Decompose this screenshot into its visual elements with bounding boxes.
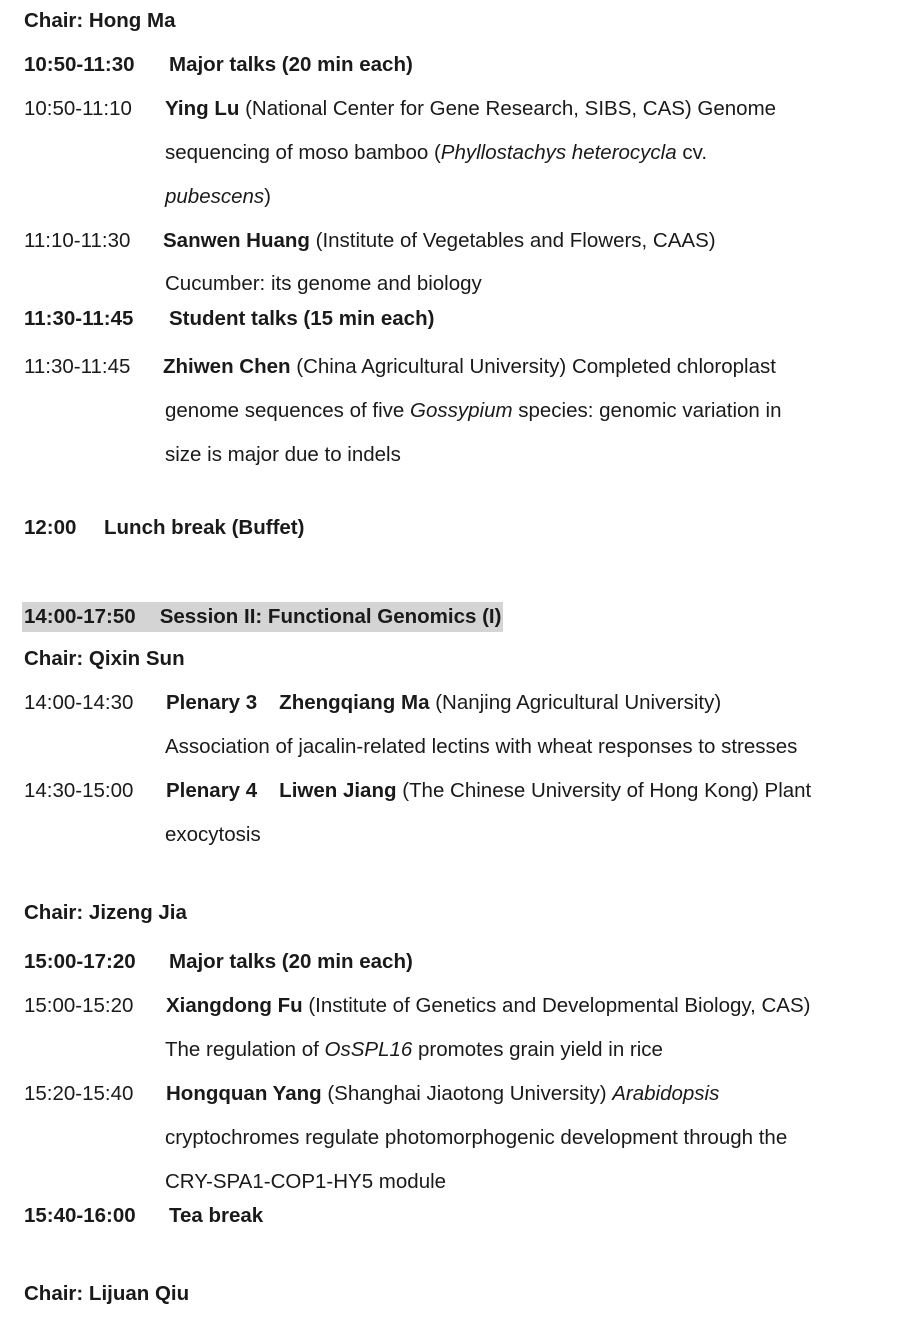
talk-time: 15:00-15:20 (24, 994, 134, 1017)
speaker-name: Xiangdong Fu (166, 994, 303, 1017)
speaker-name: Ying Lu (165, 97, 240, 120)
talk-title-line: CRY-SPA1-COP1-HY5 module (165, 1170, 447, 1193)
chair-heading: Chair: Qixin Sun (24, 647, 185, 670)
text: species: genomic variation in (512, 399, 782, 422)
plenary-label: Plenary 4 (166, 779, 258, 802)
affiliation: (Nanjing Agricultural University) (429, 691, 722, 714)
session-heading (22, 602, 503, 632)
text: promotes grain yield in rice (412, 1038, 663, 1061)
talk-title-line (165, 140, 707, 166)
speaker-name: Sanwen Huang (163, 229, 310, 252)
talk-line (165, 96, 776, 122)
text: The regulation of (165, 1038, 325, 1061)
talk-title-line (165, 1037, 663, 1063)
block-title: Major talks (20 min each) (169, 950, 413, 973)
block-title: Tea break (169, 1204, 264, 1227)
talk-time: 14:30-15:00 (24, 779, 134, 802)
species-name: Arabidopsis (612, 1082, 720, 1105)
speaker-name: Hongquan Yang (166, 1082, 322, 1105)
talk-title-line: cryptochromes regulate photomorphogenic development through the (165, 1126, 788, 1149)
affiliation: (Institute of Vegetables and Flowers, CAAS) (309, 229, 716, 252)
chair-heading: Chair: Jizeng Jia (24, 901, 187, 924)
talk-title-line: size is major due to indels (165, 443, 401, 466)
talk-line (163, 354, 776, 380)
affiliation: (Shanghai Jiaotong University) (321, 1082, 613, 1105)
affiliation: (Institute of Genetics and Developmental Biology, CAS) (302, 994, 811, 1017)
gene-name: OsSPL16 (324, 1038, 413, 1061)
chair-heading: Chair: Lijuan Qiu (24, 1282, 190, 1305)
session-title: Session II: Functional Genomics (I) (159, 605, 502, 628)
species-name: pubescens (165, 185, 265, 208)
talk-title-line: exocytosis (165, 823, 261, 846)
talk-line (166, 993, 810, 1019)
text: sequencing of moso bamboo ( (165, 141, 441, 164)
talk-title-line: Association of jacalin-related lectins with wheat responses to stresses (165, 735, 798, 758)
block-title: Student talks (15 min each) (169, 307, 435, 330)
block-title: Major talks (20 min each) (169, 53, 413, 76)
talk-line (163, 228, 716, 254)
affiliation: (China Agricultural University) Completed chloroplast (290, 355, 776, 378)
lunch-time: 12:00 (24, 516, 77, 539)
time-slot: 11:30-11:45 (24, 307, 134, 330)
talk-time: 15:20-15:40 (24, 1082, 134, 1105)
affiliation: (The Chinese University of Hong Kong) Plant (396, 779, 812, 802)
time-slot: 10:50-11:30 (24, 53, 135, 76)
talk-title-line (165, 184, 271, 210)
lunch-title: Lunch break (Buffet) (104, 516, 305, 539)
speaker-name: Zhengqiang Ma (279, 691, 430, 714)
talk-line (166, 1081, 719, 1107)
chair-heading: Chair: Hong Ma (24, 9, 176, 32)
affiliation: (National Center for Gene Research, SIBS, CAS) Genome (239, 97, 777, 120)
species-name: Phyllostachys heterocycla (440, 141, 677, 164)
text: ) (264, 185, 271, 208)
talk-line (166, 690, 721, 716)
text: genome sequences of five (165, 399, 411, 422)
talk-time: 14:00-14:30 (24, 691, 134, 714)
text: cv. (676, 141, 708, 164)
talk-time: 11:30-11:45 (24, 355, 131, 378)
species-name: Gossypium (410, 399, 513, 422)
speaker-name: Zhiwen Chen (163, 355, 291, 378)
time-slot: 15:00-17:20 (24, 950, 136, 973)
talk-time: 11:10-11:30 (24, 229, 131, 252)
plenary-label: Plenary 3 (166, 691, 258, 714)
talk-time: 10:50-11:10 (24, 97, 132, 120)
talk-title-line (165, 398, 781, 424)
time-slot: 15:40-16:00 (24, 1204, 136, 1227)
speaker-name: Liwen Jiang (279, 779, 397, 802)
talk-title-line: Cucumber: its genome and biology (165, 272, 482, 295)
talk-line (166, 778, 811, 804)
session-time: 14:00-17:50 (24, 605, 136, 628)
